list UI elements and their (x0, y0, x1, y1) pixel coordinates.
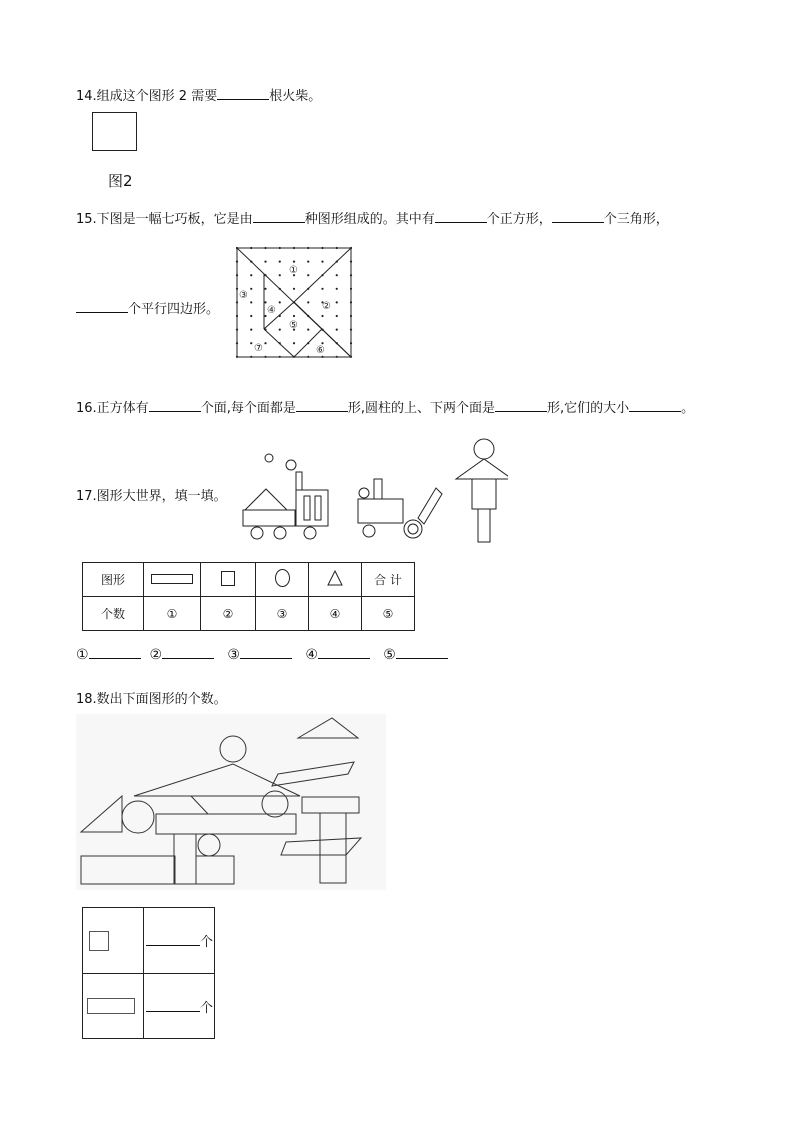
question-15-line1 (76, 208, 669, 227)
tangram-label-6: ⑥ (316, 345, 325, 356)
q17-count-square[interactable]: ② (201, 597, 256, 631)
question-17: 17.图形大世界，填一填。 (76, 489, 227, 504)
grid-dot (307, 274, 309, 276)
tangram-label-7: ⑦ (254, 343, 263, 354)
grid-dot (293, 342, 295, 344)
q18-row-square (83, 908, 215, 974)
grid-dot (279, 301, 281, 303)
q18-rectangle-blank[interactable] (146, 999, 200, 1012)
grid-dot (250, 329, 252, 331)
figure-caption: 图2 (108, 172, 133, 190)
grid-dot (307, 261, 309, 263)
q18-count-table (82, 907, 215, 1039)
q17-answer-blank-5[interactable] (396, 646, 448, 659)
grid-dot (336, 301, 338, 303)
q17-cell-rectangle (144, 563, 201, 597)
q17-count-table (82, 562, 415, 631)
q17-answer-blank-4[interactable] (318, 646, 370, 659)
q17-count-circle[interactable]: ③ (256, 597, 309, 631)
grid-dot (307, 329, 309, 331)
grid-dot (321, 342, 323, 344)
q16-text-5: 。 (681, 401, 695, 416)
q17-cell-circle (256, 563, 309, 597)
q17-header-count: 个数 (83, 597, 144, 631)
q17-cell-triangle (309, 563, 362, 597)
shape-world-figure (238, 434, 508, 546)
q17-count-total[interactable]: ⑤ (362, 597, 415, 631)
rectangle-icon (87, 998, 135, 1014)
q17-answer-label-1: ① (76, 647, 89, 663)
q17-answer-blank-3[interactable] (240, 646, 292, 659)
grid-dot (264, 301, 266, 303)
grid-dot (336, 329, 338, 331)
grid-dot (279, 274, 281, 276)
q18-cell-square-answer (144, 908, 215, 974)
q16-text-1: 16.正方体有 (76, 401, 149, 416)
grid-dot (336, 288, 338, 290)
grid-dot (293, 315, 295, 317)
circle-icon (275, 569, 290, 587)
q15-text-2: 种图形组成的。其中有 (304, 212, 435, 227)
q18-cell-rectangle-answer (144, 974, 215, 1039)
square-icon (89, 931, 109, 951)
q15-blank-squares[interactable] (435, 210, 487, 223)
q15-blank-kinds[interactable] (253, 210, 305, 223)
q16-text-2: 个面,每个面都是 (200, 401, 296, 416)
q15-text-4: 个三角形， (603, 212, 669, 227)
grid-dot (250, 342, 252, 344)
tangram-label-1: ① (289, 265, 298, 276)
q17-answer-label-3: ③ (227, 647, 240, 663)
q17-table-row-counts (83, 597, 415, 631)
tangram-label-4: ④ (267, 305, 276, 316)
question-16 (76, 397, 694, 416)
grid-dot (264, 342, 266, 344)
triangle-icon (327, 570, 343, 586)
rectangle-icon (151, 574, 193, 584)
q17-answer-blank-1[interactable] (89, 646, 141, 659)
q18-unit-2: 个 (200, 1000, 214, 1016)
q17-cell-square (201, 563, 256, 597)
q18-square-blank[interactable] (146, 933, 200, 946)
q16-blank-size[interactable] (629, 399, 681, 412)
q14-text-end: 根火柴。 (269, 89, 322, 104)
grid-dot (293, 288, 295, 290)
grid-dot (293, 261, 295, 263)
tangram-figure (234, 245, 354, 360)
q17-answer-blank-2[interactable] (162, 646, 214, 659)
grid-dot (336, 315, 338, 317)
grid-dot (250, 274, 252, 276)
q16-text-4: 形,它们的大小 (546, 401, 630, 416)
tangram-label-2: ② (322, 301, 331, 312)
question-15-line2 (76, 298, 219, 317)
q16-blank-face-shape[interactable] (296, 399, 348, 412)
q17-count-rectangle[interactable]: ① (144, 597, 201, 631)
q16-blank-faces[interactable] (149, 399, 201, 412)
q16-blank-cylinder-face[interactable] (495, 399, 547, 412)
shape-count-figure (76, 714, 386, 890)
grid-dot (321, 315, 323, 317)
grid-dot (321, 261, 323, 263)
q17-answer-label-2: ② (149, 647, 163, 663)
square-icon (221, 571, 235, 586)
q18-unit-1: 个 (200, 935, 214, 950)
grid-dot (264, 261, 266, 263)
grid-dot (250, 315, 252, 317)
q15-text-1: 15.下图是一幅七巧板，它是由 (76, 212, 253, 227)
q14-text: 14.组成这个图形 2 需要 (76, 89, 218, 104)
q15-text-5: 个平行四边形。 (128, 302, 220, 317)
grid-dot (307, 301, 309, 303)
q15-blank-triangles[interactable] (552, 210, 604, 223)
grid-dot (279, 329, 281, 331)
q16-text-3: 形,圆柱的上、下两个面是 (347, 401, 495, 416)
q17-answer-label-5: ⑤ (383, 647, 396, 663)
question-14 (76, 85, 321, 104)
q15-text-3: 个正方形， (486, 212, 552, 227)
q17-count-triangle[interactable]: ④ (309, 597, 362, 631)
q17-table-row-shapes (83, 563, 415, 597)
q18-cell-square-icon (83, 908, 144, 974)
q18-cell-rectangle-icon (83, 974, 144, 1039)
grid-dot (250, 301, 252, 303)
q17-header-shape: 图形 (83, 563, 144, 597)
grid-dot (321, 288, 323, 290)
q14-answer-blank[interactable] (217, 87, 269, 100)
q17-answer-label-4: ④ (305, 647, 318, 663)
q17-answer-line (76, 646, 448, 663)
question-18: 18.数出下面图形的个数。 (76, 692, 227, 707)
grid-dot (250, 288, 252, 290)
tangram-label-5: ⑤ (289, 320, 298, 331)
q18-row-rectangle (83, 974, 215, 1039)
q15-blank-parallelograms[interactable] (76, 300, 128, 313)
q17-header-total: 合 计 (362, 563, 415, 597)
grid-dot (264, 288, 266, 290)
grid-dot (336, 274, 338, 276)
matchstick-square-figure (92, 112, 137, 151)
grid-dot (279, 261, 281, 263)
tangram-label-3: ③ (239, 290, 248, 301)
